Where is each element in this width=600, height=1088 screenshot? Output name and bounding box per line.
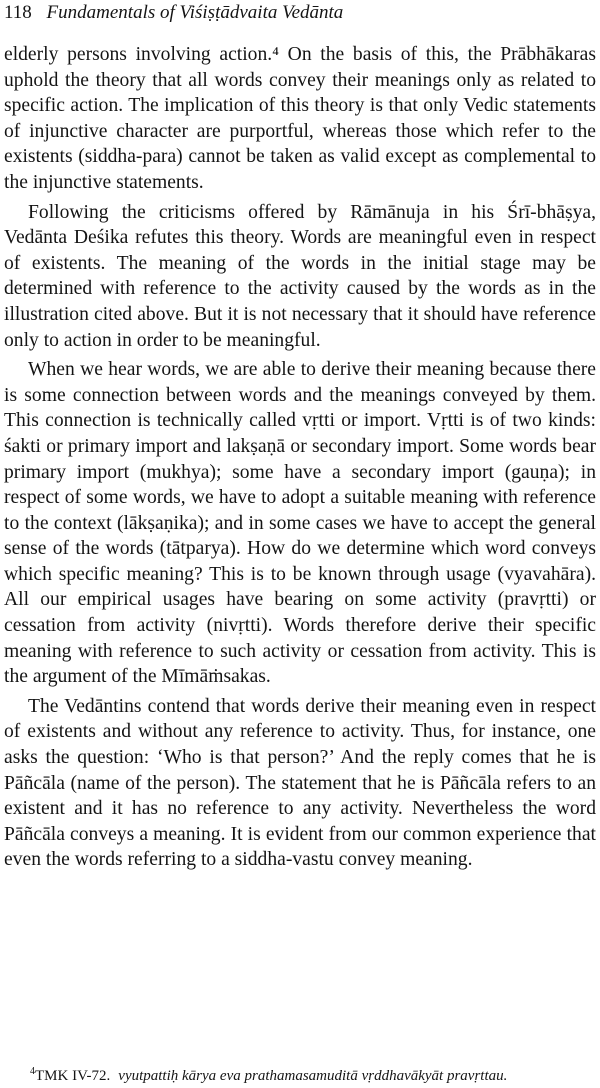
running-title: Fundamentals of Viśiṣṭādvaita Vedānta [46,2,344,23]
page-number: 118 [4,2,32,23]
footnote-text: vyutpattiḥ kārya eva prathamasamuditā vṛddhavākyāt pravṛttau. [118,1068,508,1084]
paragraph-1: elderly persons involving action.⁴ On the basis of this, the Prābhākaras uphold the theory that all words convey their meanings only as related to specific action. The implication of this theory is that only Vedic statements of injunctive character are purportful, whereas those which refer to the existents (siddha-para) cannot be taken as valid except as complemental to the injunctive statements. [4,44,596,193]
running-header [4,0,596,26]
footnote [30,1062,596,1086]
main-text [4,42,596,877]
footnote-marker: 4 [30,1066,35,1077]
paragraph-3: When we hear words, we are able to derive their meaning because there is some connection between words and the meanings conveyed by them. This connection is technically called vṛtti or import. Vṛtti is of two kinds: śakti or primary import and lakṣaṇā or secondary import. Some words bear primary import (mukhya); some have a secondary import (gauṇa); in respect of some words, we have to adopt a suitable meaning with reference to the context (lākṣaṇika); and in some cases we have to accept the general sense of the words (tātparya). How do we determine which word conveys which specific meaning? This is to be known through usage (vyavahāra). All our empirical usages have bearing on some activity (pravṛtti) or cessation from activity (nivṛtti). Words therefore derive their specific meaning with reference to such activity or cessation from activity. This is the argument of the Mīmāṁsakas. [4,359,596,688]
footnote-reference: TMK IV-72. [35,1068,111,1084]
paragraph-2: Following the criticisms offered by Rāmānuja in his Śrī-bhāṣya, Vedānta Deśika refutes this theory. Words are meaningful even in respect of existents. The meaning of the words in the initial stage may be determined with reference to the activity caused by the words as in the illustration cited above. But it is not necessary that it should have reference only to action in order to be meaningful. [4,201,596,351]
paragraph-4: The Vedāntins contend that words derive their meaning even in respect of existents and without any reference to activity. Thus, for instance, one asks the question: ‘Who is that person?’ And the reply comes that he is Pāñcāla (name of the person). The statement that he is Pāñcāla refers to an existent and it has no reference to any activity. Nevertheless the word Pāñcāla conveys a meaning. It is evident from our common experience that even the words referring to a siddha-vastu convey meaning. [4,695,596,871]
